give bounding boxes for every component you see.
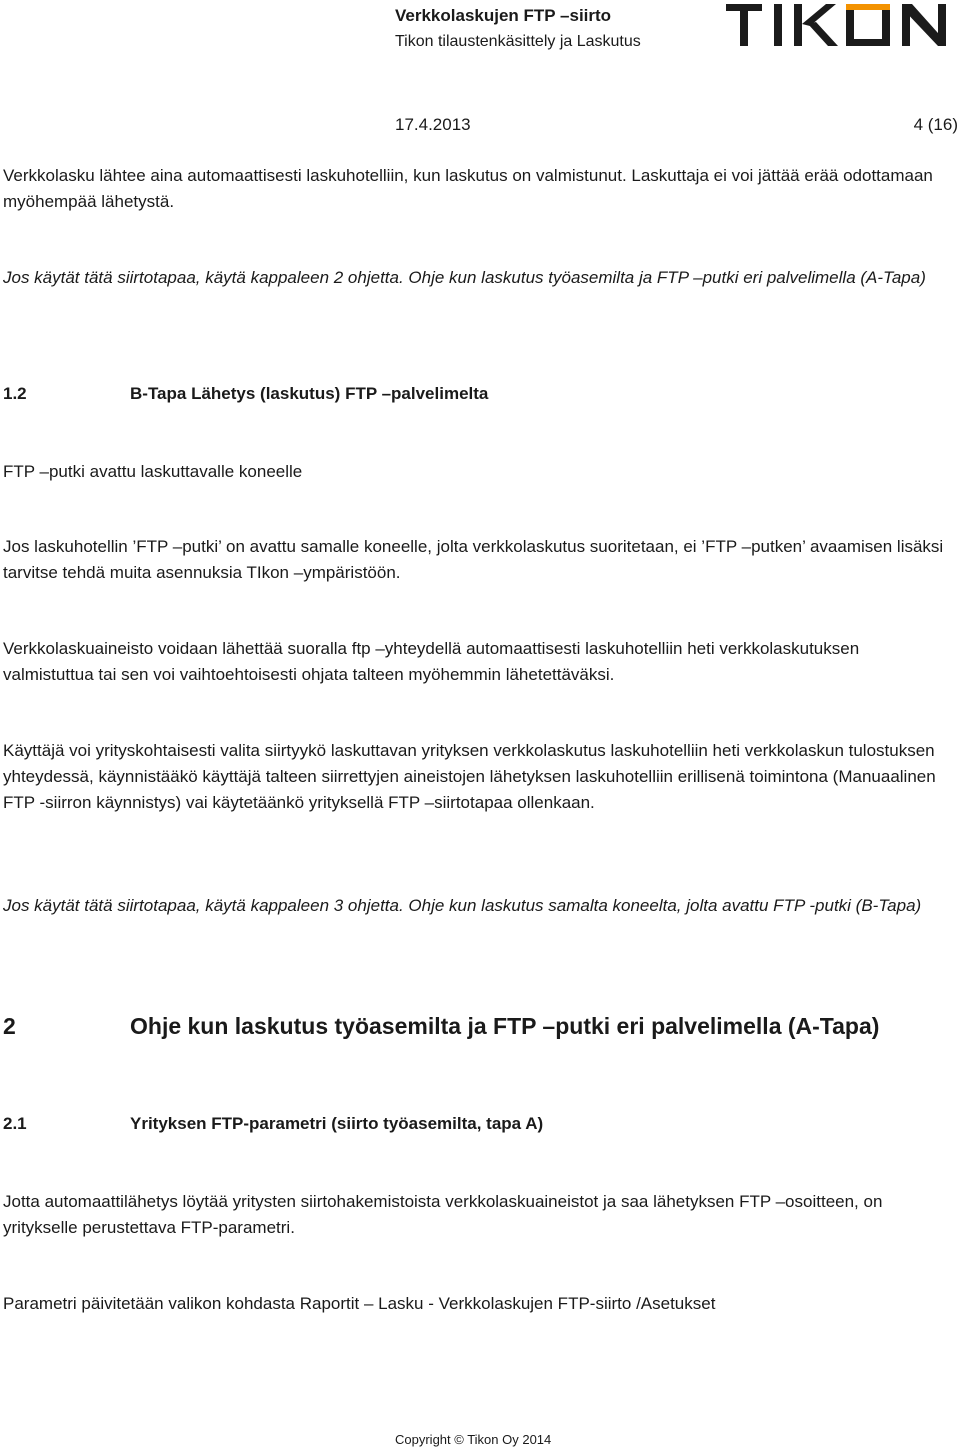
paragraph-ftp-parameter: Jotta automaattilähetys löytää yritysten siirtohakemistoista verkkolaskuaineistot ja saa lähetyksen FTP –osoitteen, on yritykselle perustettava FTP-parametri. [3, 1192, 883, 1237]
document-date: 17.4.2013 [395, 115, 471, 134]
paragraph-menu-path: Parametri päivitetään valikon kohdasta Raportit – Lasku - Verkkolaskujen FTP-siirto /Asetukset [3, 1294, 716, 1313]
section-heading-2-1 [3, 1114, 543, 1134]
document-subtitle: Tikon tilaustenkäsittely ja Laskutus [395, 33, 641, 50]
paragraph-see-chapter-2: Jos käytät tätä siirtotapaa, käytä kappaleen 2 ohjetta. Ohje kun laskutus työasemilta ja FTP –putki eri palvelimella (A-Tapa) [3, 268, 926, 287]
document-title: Verkkolaskujen FTP –siirto [395, 6, 612, 25]
paragraph-same-machine: Jos laskuhotellin ’FTP –putki’ on avattu samalle koneelle, jolta verkkolaskutus suoritetaan, ei ’FTP –putken’ avaamisen lisäksi tarvitse tehdä muita asennuksia TIkon –ympäristöön. [3, 537, 944, 582]
chapter-title: Ohje kun laskutus työasemilta ja FTP –putki eri palvelimella (A-Tapa) [130, 1013, 880, 1039]
page-number: 4 (16) [913, 115, 958, 134]
section-title: B-Tapa Lähetys (laskutus) FTP –palvelimelta [130, 384, 489, 403]
section-heading-1-2 [3, 384, 488, 404]
paragraph-see-chapter-3: Jos käytät tätä siirtotapaa, käytä kappaleen 3 ohjetta. Ohje kun laskutus samalta koneelta, jolta avattu FTP -putki (B-Tapa) [3, 896, 922, 915]
section-number: 2.1 [3, 1114, 27, 1133]
chapter-number: 2 [3, 1013, 16, 1039]
paragraph-company-choice: Käyttäjä voi yrityskohtaisesti valita siirtyykö laskuttavan yrityksen verkkolaskutus laskuhotelliin heti verkkolaskun tulostuksen yhteydessä, käynnistääkö käyttäjä talteen siirrettyjen aineistojen lähetyksen laskuhotelliin erillisenä toimintona (Manuaalinen FTP -siirron käynnistys) vai käytetäänkö yrityksellä FTP –siirtotapaa ollenkaan. [3, 741, 936, 812]
chapter-heading-2 [3, 1013, 879, 1040]
paragraph-autosend: Verkkolasku lähtee aina automaattisesti laskuhotelliin, kun laskutus on valmistunut. Laskuttaja ei voi jättää erää odottamaan myöhempää lähetystä. [3, 166, 933, 211]
copyright-footer: Copyright © Tikon Oy 2014 [395, 1432, 552, 1447]
paragraph-direct-ftp: Verkkolaskuaineisto voidaan lähettää suoralla ftp –yhteydellä automaattisesti laskuhotelliin heti verkkolaskutuksen valmistuttua tai sen voi vaihtoehtoisesti ohjata talteen myöhemmin lähetettäväksi. [3, 639, 860, 684]
paragraph-ftp-opened: FTP –putki avattu laskuttavalle koneelle [3, 462, 303, 481]
tikon-logo [726, 2, 952, 48]
section-title: Yrityksen FTP-parametri (siirto työasemilta, tapa A) [130, 1114, 544, 1133]
section-number: 1.2 [3, 384, 27, 403]
